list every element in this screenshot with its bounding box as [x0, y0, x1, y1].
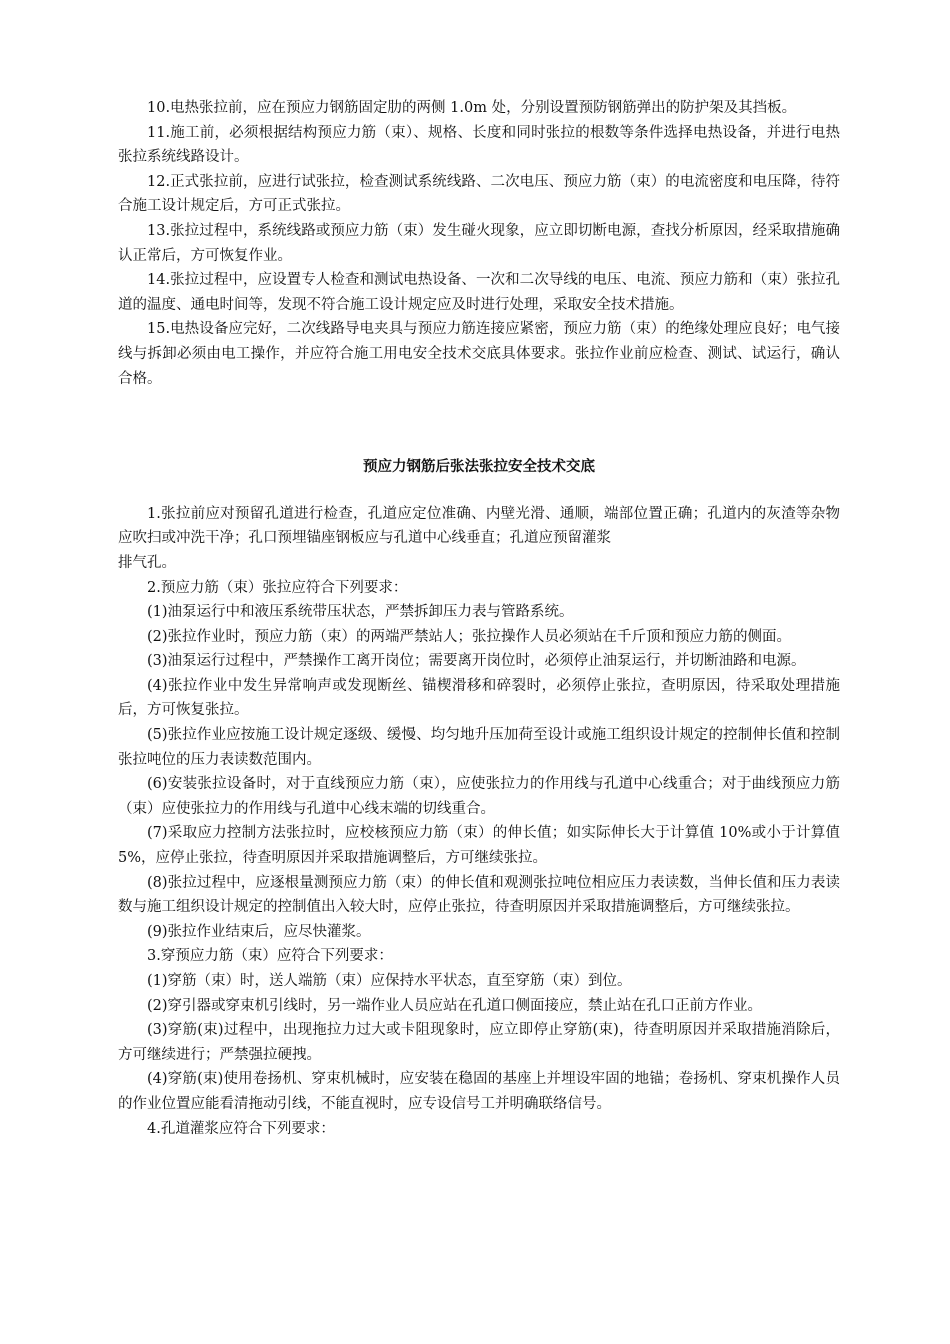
- sub-item-2-2: (2)张拉作业时，预应力筋（束）的两端严禁站人；张拉操作人员必须站在千斤顶和预应力筋的侧面。: [147, 628, 792, 645]
- sub-item-2-5: (5)张拉作业应按施工设计规定逐级、缓慢、均匀地升压加荷至设计或施工组织设计规定的控制伸长值和控制张拉吨位的压力表读数范围内。: [118, 727, 840, 768]
- section-gap: [118, 391, 840, 415]
- paragraph-4: 4.孔道灌浆应符合下列要求：: [147, 1120, 335, 1137]
- paragraph-15: 15.电热设备应完好，二次线路导电夹具与预应力筋连接应紧密，预应力筋（束）的绝缘处理应良好；电气接线与拆卸必须由电工操作，并应符合施工用电安全技术交底具体要求。张拉作业前应检查、测试、试运行，确认合格。: [118, 321, 840, 387]
- sub-item-3-3: (3)穿筋(束)过程中，出现拖拉力过大或卡阻现象时，应立即停止穿筋(束)，待查明原因并采取措施消除后，方可继续进行；严禁强拉硬拽。: [118, 1022, 840, 1063]
- paragraph-1-tail: 排气孔。: [118, 554, 176, 571]
- paragraph-10: 10.电热张拉前，应在预应力钢筋固定肋的两侧 1.0m 处，分别设置预防钢筋弹出的防护架及其挡板。: [147, 100, 797, 116]
- sub-item-3-4: (4)穿筋(束)使用卷扬机、穿束机械时，应安装在稳固的基座上并埋设牢固的地锚；卷扬机、穿束机操作人员的作业位置应能看清拖动引线，不能直视时，应专设信号工并明确联络信号。: [118, 1071, 840, 1112]
- paragraph-12: 12.正式张拉前，应进行试张拉，检查测试系统线路、二次电压、预应力筋（束）的电流密度和电压降，待符合施工设计规定后，方可正式张拉。: [118, 173, 840, 215]
- sub-item-2-1: (1)油泵运行中和液压系统带压状态，严禁拆卸压力表与管路系统。: [147, 604, 574, 621]
- sub-item-3-2: (2)穿引器或穿束机引线时，另一端作业人员应站在孔道口侧面接应，禁止站在孔口正前方作业。: [147, 997, 763, 1014]
- sub-item-2-9: (9)张拉作业结束后，应尽快灌浆。: [147, 923, 371, 940]
- document-page: [118, 96, 840, 1141]
- sub-item-2-4: (4)张拉作业中发生异常响声或发现断丝、锚楔滑移和碎裂时，必须停止张拉，查明原因，待采取处理措施后，方可恢复张拉。: [118, 677, 840, 719]
- sub-item-2-8: (8)张拉过程中，应逐根量测预应力筋（束）的伸长值和观测张拉吨位相应压力表读数，当伸长值和压力表读数与施工组织设计规定的控制值出入较大时，应停止张拉，待查明原因并采取措施调整后，方可继续张拉。: [118, 874, 840, 916]
- paragraph-11: 11.施工前，必须根据结构预应力筋（束）、规格、长度和同时张拉的根数等条件选择电热设备，并进行电热张拉系统线路设计。: [118, 124, 840, 166]
- paragraph-14: 14.张拉过程中，应设置专人检查和测试电热设备、一次和二次导线的电压、电流、预应力筋和（束）张拉孔道的温度、通电时间等，发现不符合施工设计规定应及时进行处理，采取安全技术措施。: [118, 272, 840, 313]
- paragraph-1: [118, 502, 840, 576]
- sub-item-2-6: (6)安装张拉设备时，对于直线预应力筋（束），应使张拉力的作用线与孔道中心线重合；对于曲线预应力筋（束）应使张拉力的作用线与孔道中心线末端的切线重合。: [118, 776, 840, 817]
- sub-item-3-1: (1)穿筋（束）时，送人端筋（束）应保持水平状态，直至穿筋（束）到位。: [147, 973, 632, 989]
- paragraph-2: 2.预应力筋（束）张拉应符合下列要求：: [147, 579, 408, 596]
- paragraph-3: 3.穿预应力筋（束）应符合下列要求：: [147, 948, 393, 965]
- paragraph-1-main: 1.张拉前应对预留孔道进行检查，孔道应定位准确、内壁光滑、通顺，端部位置正确；孔道内的灰渣等杂物应吹扫或冲洗干净；孔口预埋锚座钢板应与孔道中心线垂直；孔道应预留灌浆: [118, 505, 840, 547]
- section-title: 预应力钢筋后张法张拉安全技术交底: [363, 459, 595, 476]
- sub-item-2-7: (7)采取应力控制方法张拉时，应校核预应力筋（束）的伸长值；如实际伸长大于计算值 10%或小于计算值 5%，应停止张拉，待查明原因并采取措施调整后，方可继续张拉。: [118, 825, 840, 867]
- sub-item-2-3: (3)油泵运行过程中，严禁操作工离开岗位；需要离开岗位时，必须停止油泵运行，并切断油路和电源。: [147, 653, 806, 670]
- paragraph-13: 13.张拉过程中，系统线路或预应力筋（束）发生碰火现象，应立即切断电源，查找分析原因，经采取措施确认正常后，方可恢复作业。: [118, 222, 840, 264]
